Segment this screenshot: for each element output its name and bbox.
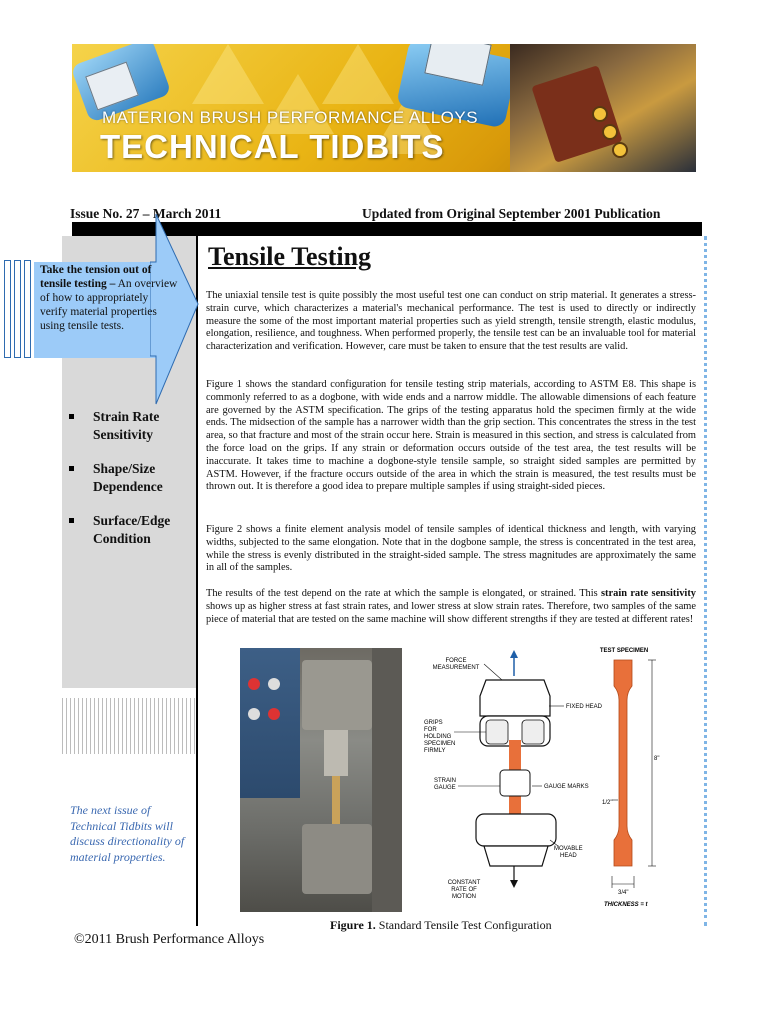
paragraph: Figure 1 shows the standard configuration for tensile testing strip materials, according to ASTM E8. This shape is commonly referred to as a dogbone, with wide ends and a narrow middle. The allowable dimensions of each feature are governed by the ASTM specification. The grips of the testing apparatus hold the specimen firmly at the wide ends. The midsection of the sample has a narrower width than the grip section. This concentrates the stress in the test area, so that fracture and most of the strain occur here. Strain is measured in this section, and stress is calculated from the force load on the grips. If any strain or deformation occurs outside of the test area, the test results will be inaccurate. It takes time to machine a dogbone-style tensile sample, so straight sided samples are permitted by ASTM. However, if the fracture occurs outside of the area in which the strain is measured, the test results must be thrown out. It is therefore a good idea to prepare multiple samples if using straight-sided pieces. [206, 379, 696, 493]
topic-list [66, 408, 196, 564]
dim-narrow-width: 1/2" [602, 800, 613, 806]
list-item: Strain Rate Sensitivity [66, 408, 196, 444]
callout-body: An overview of how to appropriately verify material properties using tensile tests. [40, 278, 178, 332]
callout-text [40, 263, 178, 333]
dogbone-specimen-icon [614, 660, 632, 866]
callout-bold: Take the tension out of tensile testing – [40, 264, 152, 290]
label-grips: GRIPS FOR HOLDING SPECIMEN FIRMLY [424, 720, 456, 754]
list-item: Surface/Edge Condition [66, 512, 196, 548]
fixed-head-icon [480, 680, 550, 716]
copyright-footer: ©2011 Brush Performance Alloys [74, 932, 265, 947]
dim-length: 8" [654, 756, 660, 762]
strain-gauge-icon [500, 770, 530, 796]
label-gauge-marks: GAUGE MARKS [544, 784, 589, 790]
header-banner [72, 44, 696, 172]
article-title: Tensile Testing [208, 242, 372, 271]
next-issue-note: The next issue of Technical Tidbits will discuss directionality of material properties. [70, 803, 185, 864]
label-fixed-head: FIXED HEAD [566, 704, 603, 710]
test-machine-photo [240, 648, 402, 912]
list-item: Shape/Size Dependence [66, 460, 196, 496]
bullet-icon [69, 518, 74, 523]
dim-wide-width: 3/4" [618, 890, 629, 896]
label-constant-rate: CONSTANT RATE OF MOTION [447, 880, 481, 900]
banner-company: MATERION BRUSH PERFORMANCE ALLOYS [102, 108, 479, 127]
bullet-icon [69, 414, 74, 419]
paragraph: The uniaxial tensile test is quite possibly the most useful test one can conduct on strip material. It generates a stress-strain curve, which characterizes a material's mechanical performance. The test is used to directly or indirectly measure the some of the most important material properties such as yield strength, tensile strength, elastic modulus, elongation, resilience, and toughness. When performed properly, the tensile test can be an invaluable tool for material characterization and verification. However, care must be taken to ensure that the test results are valid. [206, 290, 696, 353]
bullet-icon [69, 466, 74, 471]
sidebar-pattern [62, 698, 196, 754]
label-test-specimen: TEST SPECIMEN [599, 648, 649, 654]
paragraph: Figure 2 shows a finite element analysis model of tensile samples of identical thickness and length, with varying widths, subjected to the same elongation. Note that in the dogbone sample, the stress is concentrated in the test area, while the stress is evenly distributed in the straight-sided sample. The stress magnitudes are approximately the same in all of the samples. [206, 524, 696, 574]
label-movable-head: MOVABLE HEAD [554, 846, 583, 859]
label-strain-gauge: STRAIN GAUGE [434, 778, 457, 791]
banner-title: TECHNICAL TIDBITS [100, 128, 445, 165]
tensile-test-diagram [414, 640, 696, 916]
paragraph: The results of the test depend on the rate at which the sample is elongated, or strained. This strain rate sensitivity shows up as higher stress at fast strain rates, and lower stress at slow strain rates. Therefore, two samples of the same piece of material that are tested on the same machine will show different strengths if they are tested at different rates! [206, 588, 696, 625]
issue-number: Issue No. 27 – March 2011 [70, 206, 222, 221]
figure-caption: Figure 1. Standard Tensile Test Configuration [330, 918, 552, 932]
dotted-border [704, 236, 707, 926]
movable-head-icon [476, 814, 556, 846]
dim-thickness: THICKNESS = t [604, 902, 648, 908]
label-force: FORCE MEASUREMENT [432, 658, 480, 671]
publication-note: Updated from Original September 2001 Publication [362, 206, 661, 221]
